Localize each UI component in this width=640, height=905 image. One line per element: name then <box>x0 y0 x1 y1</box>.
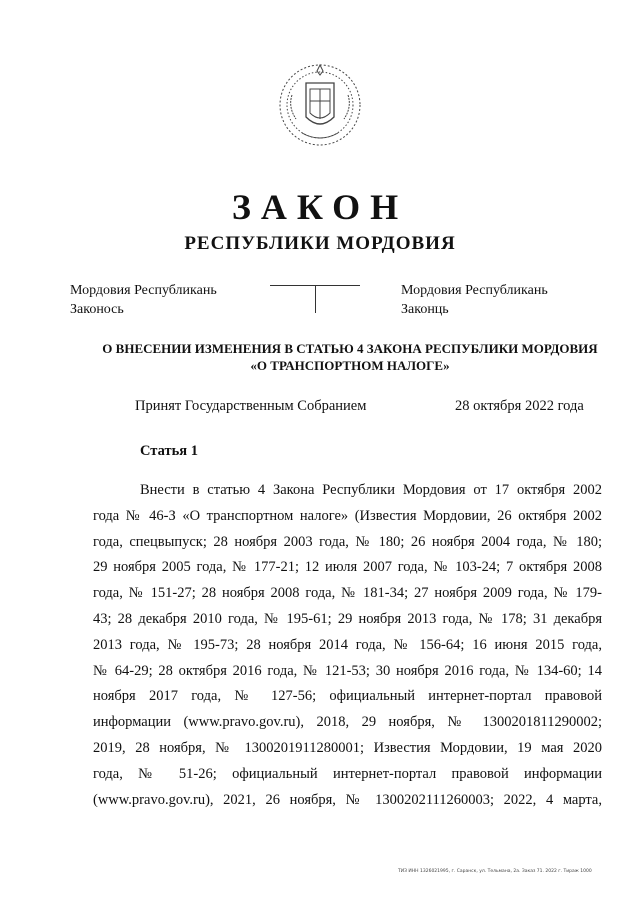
body-line: года № 46-З «О транспортном налоге» (Известия Мордовии, 26 октября 2002 <box>93 507 602 524</box>
translation-right: Мордовия Республикань Законць <box>401 283 548 317</box>
law-title-line-2: «О ТРАНСПОРТНОМ НАЛОГЕ» <box>250 358 450 373</box>
printer-imprint: ТИЗ ИНН 1326021995, г. Саранск, ул. Тельмана, 2а. Заказ 71. 2022 г. Тираж 1000 <box>398 869 592 874</box>
body-line: 29 ноября 2005 года, № 177-21; 12 июля 2007 года, № 103-24; 7 октября 2008 <box>93 559 602 576</box>
body-line: Внести в статью 4 Закона Республики Мордовия от 17 октября 2002 <box>140 482 602 498</box>
document-subtitle: РЕСПУБЛИКИ МОРДОВИЯ <box>184 233 456 254</box>
article-body <box>93 478 602 813</box>
separator-vertical <box>315 285 316 313</box>
adoption-date: 28 октября 2022 года <box>455 398 584 414</box>
body-line: 2013 года, № 195-73; 28 ноября 2014 года, № 156-64; 16 июня 2015 года, <box>93 636 602 653</box>
body-line: года, спецвыпуск; 28 ноября 2003 года, № 180; 26 ноября 2004 года, № 180; <box>93 533 602 550</box>
article-heading: Статья 1 <box>140 443 198 459</box>
law-title-line-1: О ВНЕСЕНИИ ИЗМЕНЕНИЯ В СТАТЬЮ 4 ЗАКОНА РЕСПУБЛИКИ МОРДОВИЯ <box>102 341 598 356</box>
body-line: года, № 151-27; 28 ноября 2008 года, № 181-34; 27 ноября 2009 года, № 179- <box>93 585 602 602</box>
body-line: 43; 28 декабря 2010 года, № 195-61; 29 ноября 2013 года, № 178; 31 декабря <box>93 610 602 627</box>
coat-of-arms-emblem <box>272 55 368 151</box>
body-line: ноября 2017 года, № 127-56; официальный интернет-портал правовой <box>93 688 602 705</box>
document-title: ЗАКОН <box>231 187 409 227</box>
body-line: информации (www.pravo.gov.ru), 2018, 29 ноября, № 1300201811290002; <box>93 714 602 731</box>
body-line: 2019, 28 ноября, № 1300201911280001; Известия Мордовии, 19 мая 2020 <box>93 739 602 756</box>
translation-left: Мордовия Республикань Законось <box>70 283 217 317</box>
adoption-text: Принят Государственным Собранием <box>135 398 367 414</box>
body-line: года, № 51-26; официальный интернет-портал правовой информации <box>93 765 602 782</box>
body-line: № 64-29; 28 октября 2016 года, № 121-53; 30 ноября 2016 года, № 134-60; 14 <box>93 662 602 679</box>
body-line: (www.pravo.gov.ru), 2021, 26 ноября, № 1300202111260003; 2022, 4 марта, <box>93 791 602 808</box>
